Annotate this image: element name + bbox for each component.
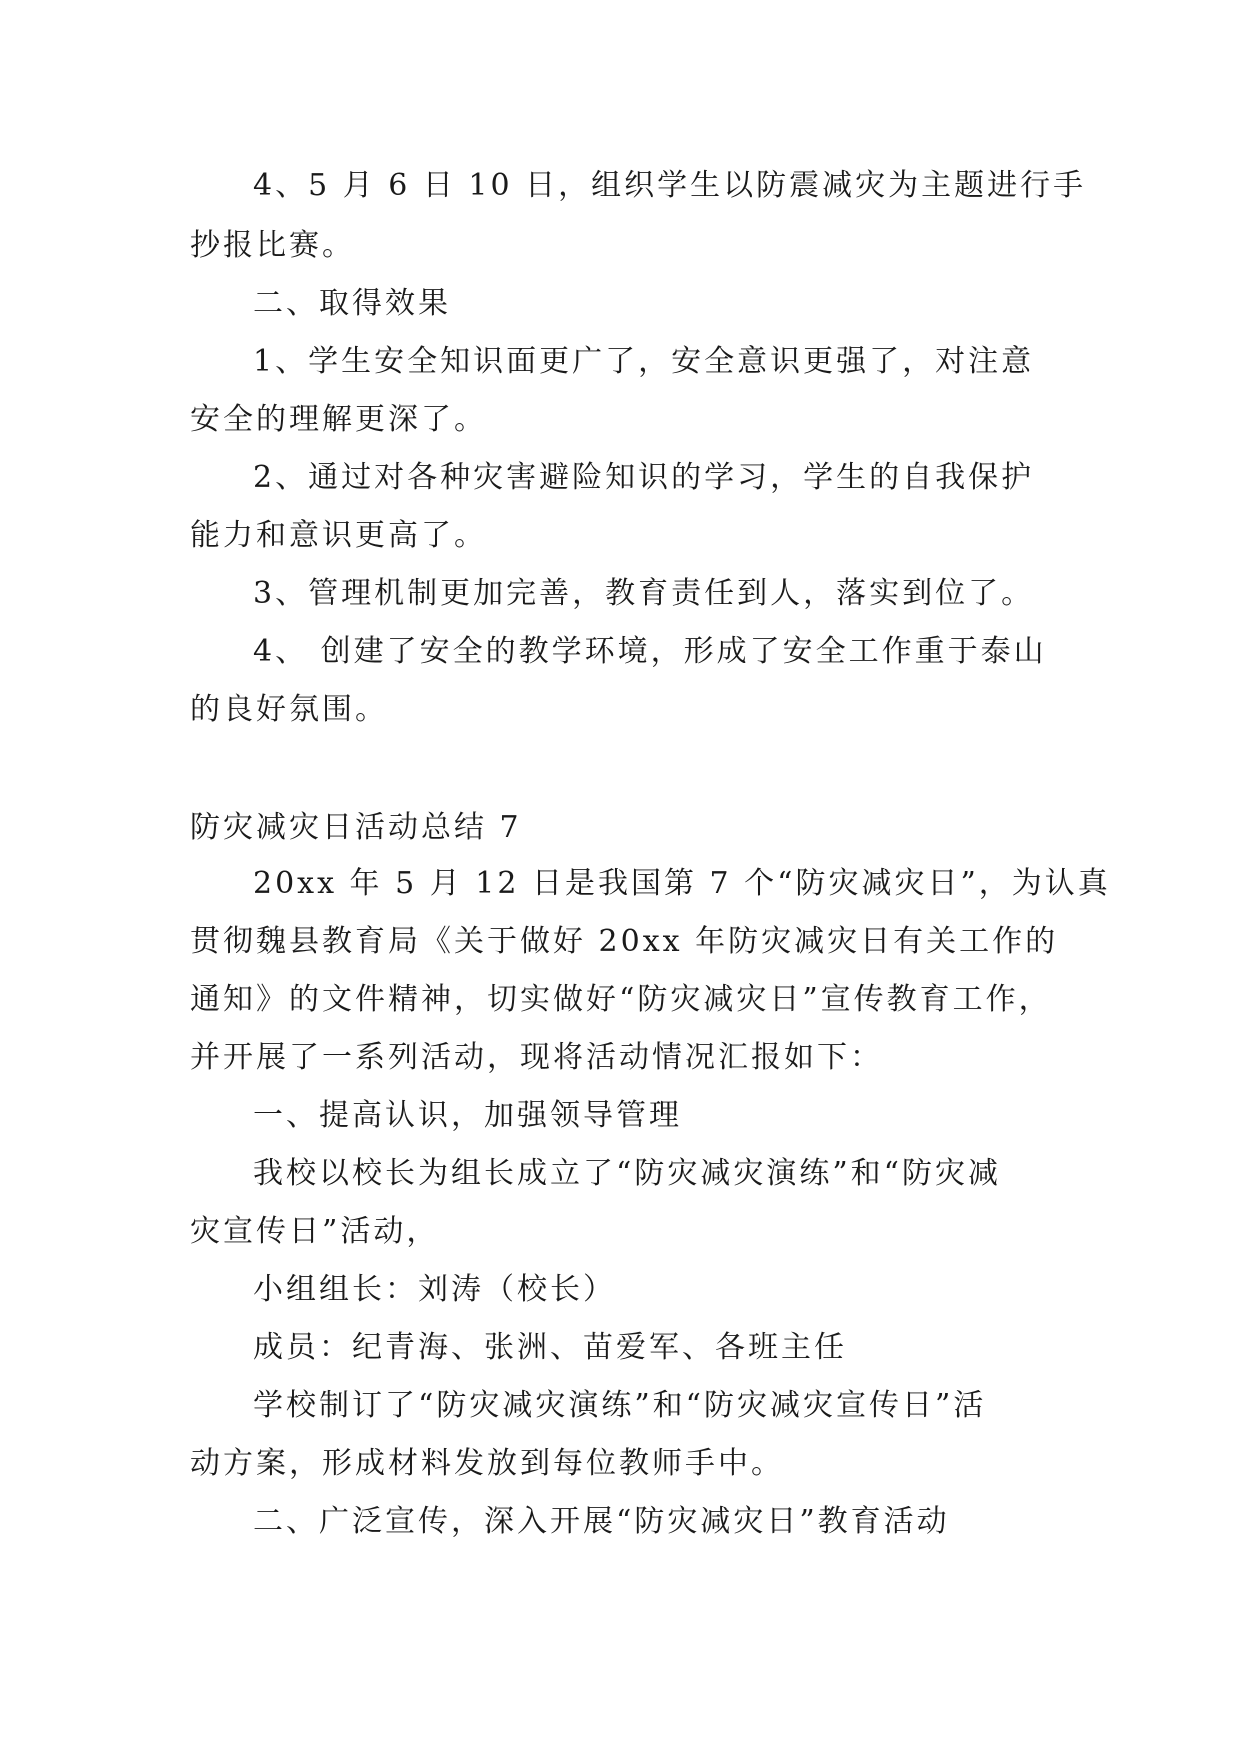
paragraph-line: 4、5 月 6 日 10 日，组织学生以防震减灾为主题进行手: [253, 168, 1087, 203]
paragraph-line: 我校以校长为组长成立了“防灾减灾演练”和“防灾减: [253, 1156, 1002, 1191]
paragraph-line: 2、通过对各种灾害避险知识的学习，学生的自我保护: [253, 460, 1035, 495]
paragraph-line: 贯彻魏县教育局《关于做好 20xx 年防灾减灾日有关工作的: [190, 924, 1059, 959]
article-title: 防灾减灾日活动总结 7: [190, 810, 522, 845]
paragraph-line: 并开展了一系列活动，现将活动情况汇报如下：: [190, 1040, 883, 1075]
section-heading: 二、广泛宣传，深入开展“防灾减灾日”教育活动: [253, 1504, 950, 1539]
paragraph-line: 动方案，形成材料发放到每位教师手中。: [190, 1446, 784, 1481]
paragraph-line: 成员：纪青海、张洲、苗爱军、各班主任: [253, 1330, 847, 1365]
paragraph-line: 4、 创建了安全的教学环境，形成了安全工作重于泰山: [253, 634, 1047, 669]
paragraph-line: 安全的理解更深了。: [190, 402, 487, 437]
paragraph-line: 小组组长：刘涛（校长）: [253, 1272, 616, 1307]
paragraph-line: 的良好氛围。: [190, 692, 388, 727]
paragraph-line: 抄报比赛。: [190, 228, 355, 263]
paragraph-line: 通知》的文件精神，切实做好“防灾减灾日”宣传教育工作，: [190, 982, 1052, 1017]
paragraph-line: 学校制订了“防灾减灾演练”和“防灾减灾宣传日”活: [253, 1388, 987, 1423]
section-heading: 一、提高认识，加强领导管理: [253, 1098, 682, 1133]
paragraph-line: 能力和意识更高了。: [190, 518, 487, 553]
section-heading: 二、取得效果: [253, 286, 451, 321]
paragraph-line: 20xx 年 5 月 12 日是我国第 7 个“防灾减灾日”，为认真: [253, 866, 1111, 901]
paragraph-line: 灾宣传日”活动，: [190, 1214, 440, 1249]
paragraph-line: 3、管理机制更加完善，教育责任到人，落实到位了。: [253, 576, 1035, 611]
paragraph-line: 1、学生安全知识面更广了，安全意识更强了，对注意: [253, 344, 1035, 379]
